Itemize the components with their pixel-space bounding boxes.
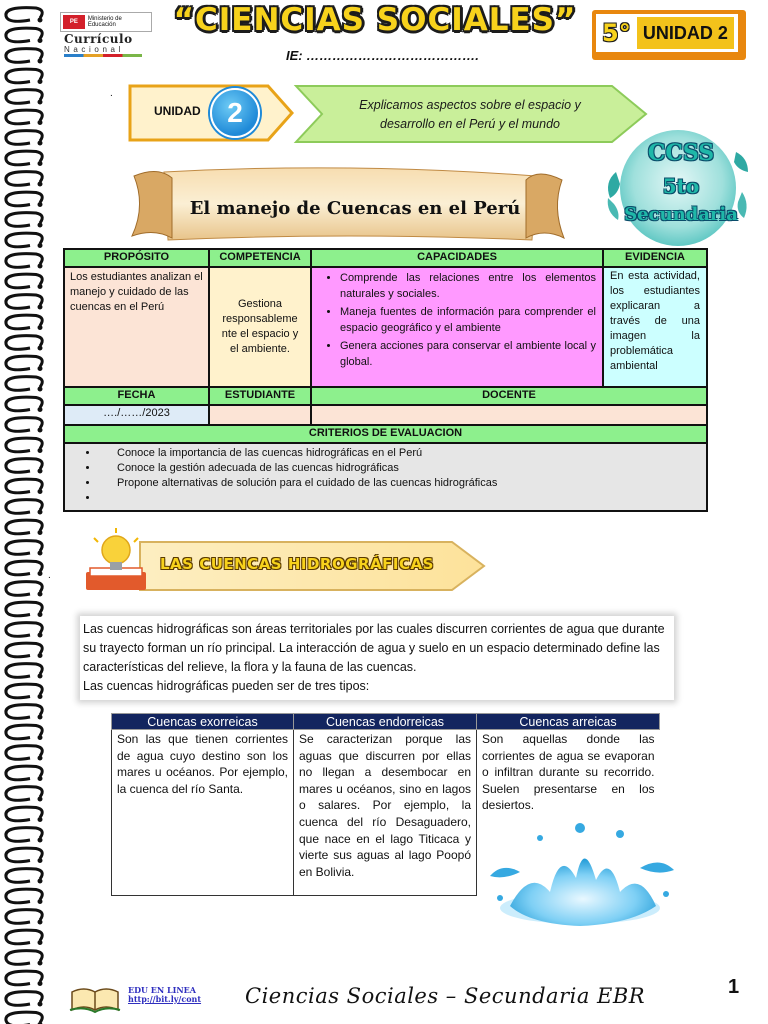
spiral-coil [6,766,42,780]
spiral-hole [38,715,43,720]
spiral-hole [38,346,43,351]
lesson-info-table [63,248,708,512]
page-title: “CIENCIAS SOCIALES” [173,2,577,38]
header-endorreicas: Cuencas endorreicas [294,714,477,730]
spiral-hole [38,961,43,966]
header-exorreicas: Cuencas exorreicas [112,714,294,730]
spiral-coil [6,582,42,596]
spiral-hole [38,858,43,863]
competencia-cell: Gestiona responsableme nte el espacio y el ambiente. [209,267,311,387]
header-arreicas: Cuencas arreicas [477,714,660,730]
spiral-hole [38,899,43,904]
spiral-hole [38,981,43,986]
spiral-hole [38,817,43,822]
spiral-coil [6,623,42,637]
header-docente: DOCENTE [311,387,707,405]
spiral-hole [38,141,43,146]
unit-label: UNIDAD [154,104,201,118]
spiral-hole [38,797,43,802]
header-capacidades: CAPACIDADES [311,249,603,267]
criterio-item: • Propone alternativas de solución para el cuidado de las cuencas hidrográficas [99,476,702,491]
spiral-coil [6,684,42,698]
spiral-hole [38,366,43,371]
spiral-hole [38,448,43,453]
spiral-coil [6,110,42,124]
spiral-hole [38,325,43,330]
spiral-coil [6,315,42,329]
spiral-hole [38,1002,43,1007]
spiral-coil [6,664,42,678]
capacidad-item: • Maneja fuentes de información para comprender el espacio geográfico y el ambiente [340,304,596,336]
spiral-coil [6,541,42,555]
capacidades-cell [311,267,603,387]
spiral-hole [38,510,43,515]
header-competencia: COMPETENCIA [209,249,311,267]
spiral-binding [0,0,52,1024]
book-icon [68,984,122,1014]
course-level: Secundaria [624,204,738,225]
criterio-item: • Conoce la importancia de las cuencas hidrográficas en el Perú [99,446,702,461]
proposito-cell: Los estudiantes analizan el manejo y cuidado de las cuencas en el Perú [64,267,209,387]
spiral-coil [6,520,42,534]
spiral-hole [38,694,43,699]
spiral-hole [38,674,43,679]
spiral-coil [6,336,42,350]
criterios-cell [64,443,707,511]
spiral-hole [38,489,43,494]
spiral-hole [38,79,43,84]
header-fecha: FECHA [64,387,209,405]
spiral-coil [6,479,42,493]
spiral-coil [6,459,42,473]
logo-color-bar [64,54,142,57]
edu-label: EDU EN LINEA [128,985,196,995]
peru-shield-icon: PE [63,15,85,29]
nacional-logo-text: Nacional [64,45,124,54]
spiral-hole [38,551,43,556]
spiral-coil [6,295,42,309]
header-criterios: CRITERIOS DE EVALUACION [64,425,707,443]
spiral-hole [38,612,43,617]
spiral-coil [6,274,42,288]
capacidad-item: • Comprende las relaciones entre los elementos naturales y sociales. [340,270,596,302]
unit-topic [330,96,610,134]
section-title: LAS CUENCAS HIDROGRÁFICAS [160,555,434,573]
spiral-coil [6,869,42,883]
spiral-coil [6,49,42,63]
grade-unit-badge [592,10,746,60]
stray-dot-2: . [48,570,51,581]
edu-url[interactable]: http://bit.ly/cont [128,994,202,1004]
spiral-hole [38,161,43,166]
spiral-hole [38,120,43,125]
lesson-title: El manejo de Cuencas en el Perú [189,198,521,219]
spiral-coil [6,233,42,247]
spiral-hole [38,407,43,412]
spiral-hole [38,920,43,925]
spiral-hole [38,38,43,43]
arreicas-cell: Son aquellas donde las corrientes de agua se evaporan o infiltran durante su recorrido. Suelen presentarse en los desiertos. [477,730,660,896]
school-field: IE: …………………………………. [286,48,479,63]
spiral-coil [6,172,42,186]
spiral-coil [6,561,42,575]
spiral-coil [6,848,42,862]
spiral-coil [6,397,42,411]
spiral-coil [6,705,42,719]
exorreicas-cell: Son las que tienen corrientes de agua cuyo destino son los mares u océanos. Por ejemplo, la cuenca del río Santa. [112,730,294,896]
spiral-coil [6,725,42,739]
spiral-coil [6,213,42,227]
spiral-hole [38,305,43,310]
ministry-logo [60,12,152,32]
spiral-coil [6,356,42,370]
spiral-hole [38,530,43,535]
spiral-coil [6,930,42,944]
course-grade: 5to [662,174,700,198]
page-number: 1 [728,976,740,998]
spiral-coil [6,602,42,616]
intro-types-line: Las cuencas hidrográficas pueden ser de tres tipos: [83,679,370,693]
spiral-hole [38,879,43,884]
spiral-coil [6,787,42,801]
ministry-name: Ministerio de Educación [87,16,122,28]
spiral-coil [6,828,42,842]
spiral-hole [38,940,43,945]
spiral-hole [38,243,43,248]
grade-label: 5° [602,19,631,47]
spiral-hole [38,633,43,638]
unit-topic-line-2: desarrollo en el Perú y el mundo [380,117,560,131]
intro-box [80,616,674,700]
spiral-coil [6,1012,42,1024]
spiral-hole [38,469,43,474]
unit-badge-label: UNIDAD 2 [637,17,734,49]
criterio-item [99,491,702,506]
capacidad-item: • Genera acciones para conservar el ambiente local y global. [340,338,596,370]
spiral-hole [38,59,43,64]
spiral-hole [38,776,43,781]
spiral-coil [6,8,42,22]
fecha-field[interactable]: …./……/2023 [64,405,209,425]
estudiante-field[interactable] [209,405,311,425]
docente-field[interactable] [311,405,707,425]
spiral-coil [6,951,42,965]
spiral-coil [6,418,42,432]
spiral-hole [38,284,43,289]
spiral-coil [6,992,42,1006]
spiral-hole [38,202,43,207]
spiral-coil [6,910,42,924]
stray-dot: . [110,88,113,99]
spiral-hole [38,571,43,576]
criterio-item: • Conoce la gestión adecuada de las cuencas hidrográficas [99,461,702,476]
spiral-hole [38,756,43,761]
course-code: CCSS [647,140,715,166]
spiral-coil [6,807,42,821]
unit-topic-line-1: Explicamos aspectos sobre el espacio y [359,98,581,112]
spiral-coil [6,438,42,452]
evidencia-cell: En esta actividad, los estudiantes explicaran a través de una imagen la problemática ambiental [603,267,707,387]
spiral-coil [6,151,42,165]
spiral-hole [38,428,43,433]
spiral-coil [6,28,42,42]
spiral-coil [6,377,42,391]
spiral-hole [38,223,43,228]
unit-number-badge: 2 [210,88,260,138]
spiral-coil [6,131,42,145]
spiral-hole [38,100,43,105]
spiral-hole [38,838,43,843]
spiral-coil [6,746,42,760]
spiral-coil [6,889,42,903]
spiral-hole [38,18,43,23]
spiral-hole [38,182,43,187]
edu-en-linea-link[interactable] [128,986,201,1004]
spiral-coil [6,254,42,268]
spiral-coil [6,500,42,514]
footer-title: Ciencias Sociales – Secundaria EBR [245,984,646,1008]
spiral-coil [6,192,42,206]
spiral-coil [6,643,42,657]
spiral-coil [6,971,42,985]
spiral-coil [6,90,42,104]
spiral-hole [38,735,43,740]
spiral-hole [38,387,43,392]
header-estudiante: ESTUDIANTE [209,387,311,405]
spiral-hole [38,653,43,658]
header-evidencia: EVIDENCIA [603,249,707,267]
spiral-hole [38,264,43,269]
basin-types-table [111,713,660,896]
curriculo-logo-text: Currículo [64,32,133,46]
endorreicas-cell: Se caracterizan porque las aguas que discurren por ellas no llegan a desembocar en mares u océanos, sino en lagos o salares. Por ejemplo, la cuenca del río Desaguadero, que nace en el lago Titicaca y vierte sus aguas al lago Poopó en Bolivia. [294,730,477,896]
header-proposito: PROPÓSITO [64,249,209,267]
intro-paragraph: Las cuencas hidrográficas son áreas territoriales por las cuales discurren corrientes de agua que durante su trayecto forman un río principal. La interacción de agua y suelo en un espacio determinado define las características del relieve, la flora y la fauna de las cuencas. [83,622,665,674]
spiral-coil [6,69,42,83]
spiral-hole [38,592,43,597]
